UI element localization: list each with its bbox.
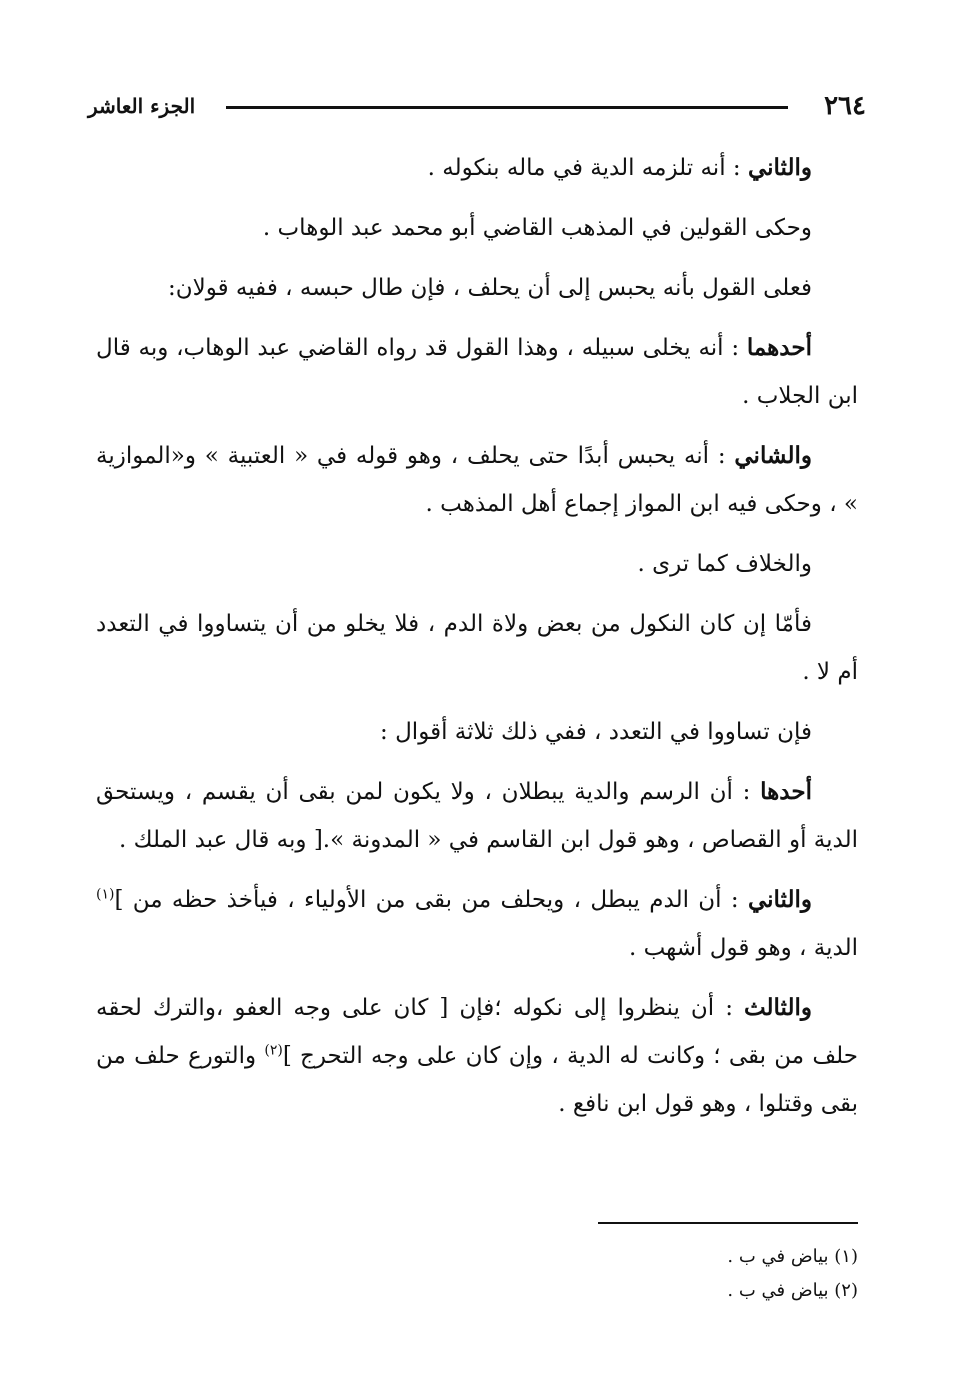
paragraph-text: : أن ينظروا إلى نكوله ؛فإن [ كان على وجه العفو ،والترك لحقه حلف من بقى ؛ وكانت له الدية ، وإن كان على وجه التحرج ] [96, 995, 859, 1069]
paragraph-text: فأمّا إن كان النكول من بعض ولاة الدم ، فلا يخلو من أن يتساووا في التعدد أم لا . [96, 611, 858, 685]
paragraph-lead: والثاني [747, 886, 812, 913]
paragraph-text: وحكى القولين في المذهب القاضي أبو محمد عبد الوهاب . [262, 215, 812, 241]
running-header [88, 88, 866, 124]
paragraph-text: : أنه تلزمه الدية في ماله بنكوله . [427, 155, 748, 181]
paragraph-text: : أنه يخلى سبيله ، وهذا القول قد رواه القاضي عبد الوهاب، وبه قال ابن الجلاب . [96, 335, 858, 409]
paragraph [96, 324, 858, 420]
paragraph-lead: أحدهما [746, 334, 812, 361]
header-rule [226, 106, 788, 109]
paragraph [96, 204, 858, 252]
footnote: (٢) بياض في ب . [727, 1280, 858, 1301]
paragraph [96, 540, 858, 588]
paragraph [96, 708, 858, 756]
paragraph-text: فعلى القول بأنه يحبس إلى أن يحلف ، فإن طال حبسه ، ففيه قولان: [167, 275, 812, 301]
paragraph [96, 144, 858, 192]
paragraph-lead: أحدها [760, 778, 812, 805]
footnotes [96, 1240, 858, 1308]
paragraph [96, 264, 858, 312]
paragraph [96, 768, 858, 864]
paragraph-text: : أنه يحبس أبدًا حتى يحلف ، وهو قوله في « العتبية » و«الموازية » ، وحكى فيه ابن المواز إجماع أهل المذهب . [96, 443, 858, 517]
paragraph-text: : أن الدم يبطل ، ويحلف من بقى من الأولياء ، فيأخذ حظه من ] [114, 887, 748, 913]
paragraph-text: فإن تساووا في التعدد ، ففي ذلك ثلاثة أقوال : [380, 719, 812, 745]
footnote-reference[interactable]: (١) [96, 886, 115, 903]
volume-title: الجزء العاشر [88, 94, 196, 118]
paragraph-lead: والثاني [747, 154, 812, 181]
footnote-separator [598, 1222, 858, 1224]
paragraph-text: : أن الرسم والدية يبطلان ، ولا يكون لمن بقى أن يقسم ، ويستحق الدية أو القصاص ، وهو قول ابن القاسم في « المدونة ».[ وبه قال عبد الملك . [96, 779, 858, 853]
paragraph-lead: والثالث [743, 994, 812, 1021]
paragraph-text: والخلاف كما ترى . [637, 551, 812, 577]
paragraph [96, 984, 858, 1128]
paragraph [96, 876, 858, 972]
paragraph [96, 432, 858, 528]
footnote: (١) بياض في ب . [727, 1246, 858, 1267]
paragraph-lead: والشاني [734, 442, 812, 469]
paragraph-text: الدية ، وهو قول أشهب . [628, 935, 858, 961]
paragraph-text: والتورع حلف من بقى وقتلوا ، وهو قول ابن نافع . [96, 1043, 858, 1117]
footnote-reference[interactable]: (٢) [264, 1042, 283, 1059]
page-number: ٢٦٤ [824, 91, 866, 121]
paragraph [96, 600, 858, 696]
main-text [96, 144, 858, 1140]
